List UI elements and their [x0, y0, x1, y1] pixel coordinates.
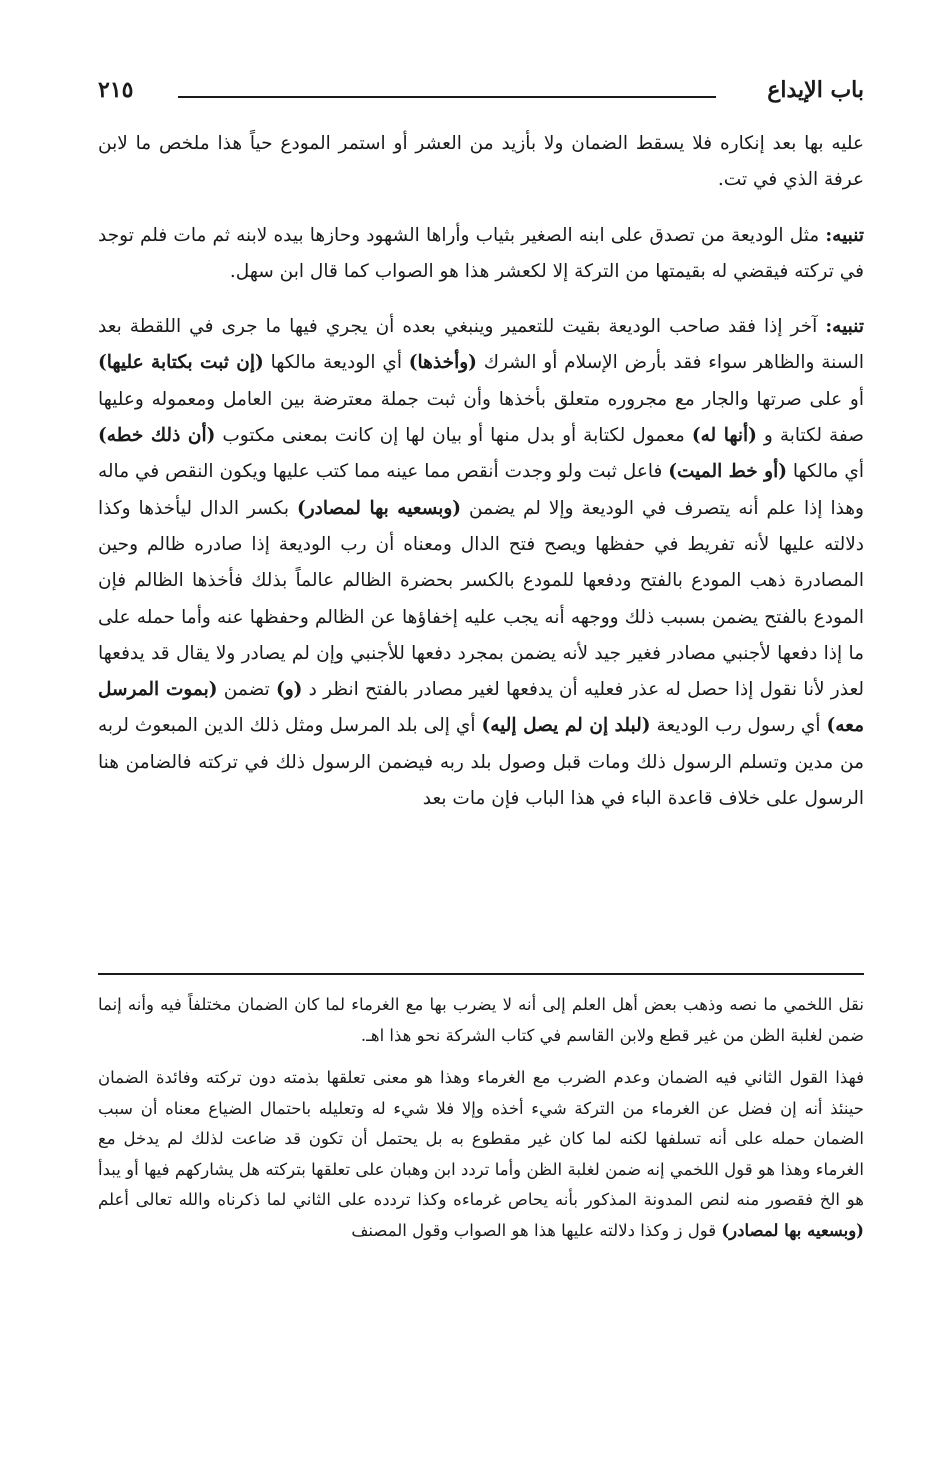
- paragraph: [98, 218, 864, 291]
- text-run: معمول لكتابة أو بدل منها أو بيان لها إن كانت بمعنى مكتوب: [222, 425, 685, 447]
- bold-quote: (وأخذها): [408, 352, 477, 374]
- text-run: أي الوديعة مالكها: [270, 352, 402, 374]
- text-run: فاعل ثبت ولو وجدت أنقص مما عينه مما كتب عليها ويكون النقص في ماله وهذا إذا علم أنه يتصرف في الوديعة وإلا لم يضمن: [98, 461, 864, 519]
- header-rule: [178, 96, 716, 98]
- text-run: أو على صرتها والجار مع مجروره متعلق بأخذها وأن ثبت جملة معترضة بين العامل ومعموله وعليها صفة لكتابة و: [98, 388, 864, 447]
- running-header: [98, 72, 864, 112]
- bold-quote: (لبلد إن لم يصل إليه): [481, 715, 651, 737]
- chapter-title: باب الإيداع: [767, 77, 864, 103]
- bold-quote: (وبسعيه بها لمصادر): [297, 497, 462, 519]
- bold-quote: (إن ثبت بكتابة عليها): [98, 352, 264, 374]
- text-run: بكسر الدال ليأخذها وكذا دلالته عليها لأنه تفريط في حفظها ويصح فتح الدال ومعناه أن رب الوديعة إذا صادره ظالم وحين المصادرة ذهب المودع بالفتح ودفعها للمودع بالكسر بحضرة الظالم عالماً بذلك فأخذها الظالم فإن المودع بالفتح يضمن بسبب ذلك ووجهه أنه يجب عليه إخفاؤها عن الظالم وحفظها عنه وأما حمله على ما إذا دفعها لأجنبي مصادر فغير جيد لأنه يضمن بمجرد دفعها للأجنبي وإن لم يصادر ولا يقال قد يدفعها لعذر لأنا نقول إذا حصل له عذر فعليه أن يدفعها لغير مصادر بالفتح انظر د: [98, 497, 865, 701]
- footnotes: [98, 990, 864, 1246]
- paragraph: [98, 309, 864, 817]
- paragraph-text: مثل الوديعة من تصدق على ابنه الصغير بثياب وأراها الشهود وحازها بيده لابنه ثم مات فلم توجد في تركته فيقضي له بقيمتها من التركة إلا لكعشر هذا هو الصواب كما قال ابن سهل.: [98, 224, 864, 282]
- text-run: أي مالكها: [792, 461, 864, 483]
- text-run: فهذا القول الثاني فيه الضمان وعدم الضرب مع الغرماء وهذا هو معنى تعلقها بذمته دون تركته وفائدة الضمان حينئذ أنه إن فضل عن الغرماء من التركة شيء أخذه وإلا فلا شيء له وتعليله باحتمال الضياع معناه أن سبب الضمان حمله على أنه تسلفها لكنه لما كان غير مقطوع به بل يحتمل أن تكون قد ضاعت لذلك لم يدخل مع الغرماء وهذا هو قول اللخمي إنه ضمن لغلبة الظن وأما تردد ابن وهبان على تعلقها بتركته هل يشاركهم فيها أو يبدأ هو الخ فقصور منه لنص المدونة المذكور بأنه يحاص غرماءه وكذا تردده على الثاني لما ذكرناه والله تعالى أعلم: [98, 1068, 864, 1209]
- bold-quote: (أنها له): [691, 425, 757, 447]
- text-run: قول ز وكذا دلالته عليها هذا هو الصواب وقول المصنف: [351, 1220, 717, 1240]
- page-number: ٢١٥: [98, 77, 134, 103]
- main-text: [98, 126, 864, 817]
- note-label: تنبيه:: [825, 316, 864, 338]
- text-run: أي إلى بلد المرسل ومثل ذلك الدين المبعوث لربه من مدين وتسلم الرسول ذلك ومات قبل وصول بلد ربه فيضمن الرسول ذلك في تركته فالضامن هنا الرسول على خلاف قاعدة الباء في هذا الباب فإن مات بعد: [98, 715, 864, 810]
- bold-quote: (بموت المرسل معه): [98, 679, 865, 737]
- text-run: آخر إذا فقد صاحب الوديعة بقيت للتعمير وينبغي بعده أن يجري فيها ما جرى في اللقطة بعد السنة والظاهر سواء فقد بأرض الإسلام أو الشرك: [98, 316, 865, 374]
- bold-quote: (و): [275, 679, 303, 701]
- paragraph: عليه بها بعد إنكاره فلا يسقط الضمان ولا بأزيد من العشر أو استمر المودع حياً هذا ملخص ما لابن عرفة الذي في تت.: [98, 133, 864, 191]
- text-run: أي رسول رب الوديعة: [656, 715, 821, 737]
- footnote-divider: [98, 973, 864, 975]
- note-label: تنبيه:: [825, 224, 864, 246]
- footnote-paragraph: [98, 1063, 864, 1246]
- footnote-paragraph: نقل اللخمي ما نصه وذهب بعض أهل العلم إلى أنه لا يضرب بها مع الغرماء لما كان الضمان مختلفاً فيه وأنه إنما ضمن لغلبة الظن من غير قطع ولابن القاسم في كتاب الشركة نحو هذا اهـ.: [98, 995, 864, 1045]
- bold-quote: (أو خط الميت): [668, 461, 787, 483]
- bold-quote: (وبسعيه بها لمصادر): [721, 1220, 864, 1240]
- text-run: تضمن: [223, 679, 270, 701]
- bold-quote: (أن ذلك خطه): [98, 425, 216, 447]
